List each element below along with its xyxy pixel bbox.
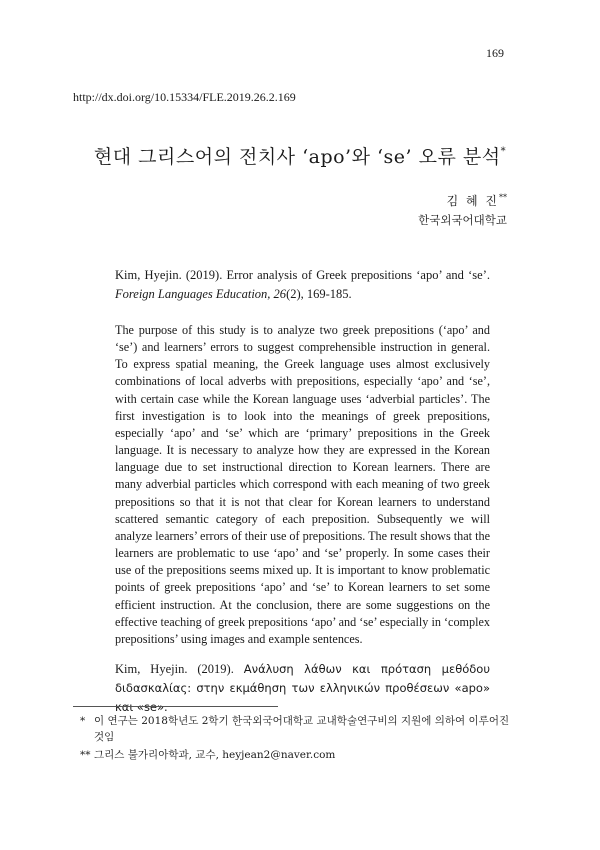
- author-text: 김 혜 진: [446, 194, 499, 208]
- citation-issue-pages: (2), 169-185.: [286, 287, 352, 301]
- footnote-author-text: 그리스 불가리아학과, 교수, heyjean2@naver.com: [94, 749, 336, 761]
- english-citation: [115, 266, 490, 304]
- author-footnote-mark: **: [499, 193, 507, 202]
- greek-citation-author-year: Kim, Hyejin. (2019).: [115, 662, 234, 676]
- footnote-funding-line2: 것임: [94, 731, 115, 743]
- footnote-funding: [80, 713, 520, 745]
- author-affiliation: 한국외국어대학교: [418, 213, 507, 227]
- footnote-funding-line1: 이 연구는 2018학년도 2학기 한국외국어대학교 교내학술연구비의 지원에 의하여 이루어진: [94, 715, 510, 727]
- page-number: 169: [486, 46, 504, 60]
- author-name: [447, 192, 507, 209]
- title-text: 현대 그리스어의 전치사 ‘apo’와 ‘se’ 오류 분석: [93, 146, 501, 168]
- doi-link[interactable]: http://dx.doi.org/10.15334/FLE.2019.26.2.169: [73, 90, 296, 104]
- footnote-author-info: [80, 747, 520, 763]
- abstract-body: The purpose of this study is to analyze two greek prepositions (‘apo’ and ‘se’) and learners’ errors to suggest comprehensible instruction in general. To express spatial meaning, the Greek language uses almost exclusively combinations of local adverbs with prepositions, especially ‘apo’ and ‘se’, with certain case while the Korean language uses ‘adverbial particles’. The first investigation is to look into the meanings of greek prepositions, especially ‘apo’ and ‘se’ which are ‘primary’ prepositions in the Greek language. It is necessary to analyze how they are expressed in the Korean language due to set instructional direction to Korean learners. There are many adverbial particles which correspond with each meaning of two greek prepositions so that it is not that clear for Korean learners to understand scattered semantic category of each preposition. Subsequently we will analyze learners’ errors of their use of prepositions. The result shows that the learners are problematic to use ‘apo’ and ‘se’ properly. In some cases their use of the prepositions seems mixed up. It is important to know problematic points of greek prepositions ‘apo’ and ‘se’ to Korean learners to set some efficient instruction. At the conclusion, there are some suggestions on the effective teaching of greek prepositions ‘apo’ and ‘se’ especially in ‘complex prepositions’ using images and example sentences.: [115, 323, 490, 646]
- greek-citation: [115, 660, 490, 717]
- footnote-divider: [73, 706, 278, 707]
- citation-journal: Foreign Languages Education, 26: [115, 287, 287, 301]
- greek-citation-title: Ανάλυση λάθων και πρόταση μεθόδου διδασκαλίας: στην εκμάθηση των ελληνικών προθέσεων «apo» και «se».: [115, 662, 491, 714]
- citation-author-year: Kim, Hyejin. (2019). Error analysis of Greek prepositions ‘apo’ and ‘se’.: [115, 268, 490, 282]
- footnote-mark-1: *: [80, 715, 86, 727]
- footnote-mark-2: **: [80, 749, 91, 761]
- title-footnote-mark: *: [500, 146, 507, 157]
- paper-title: [0, 142, 600, 169]
